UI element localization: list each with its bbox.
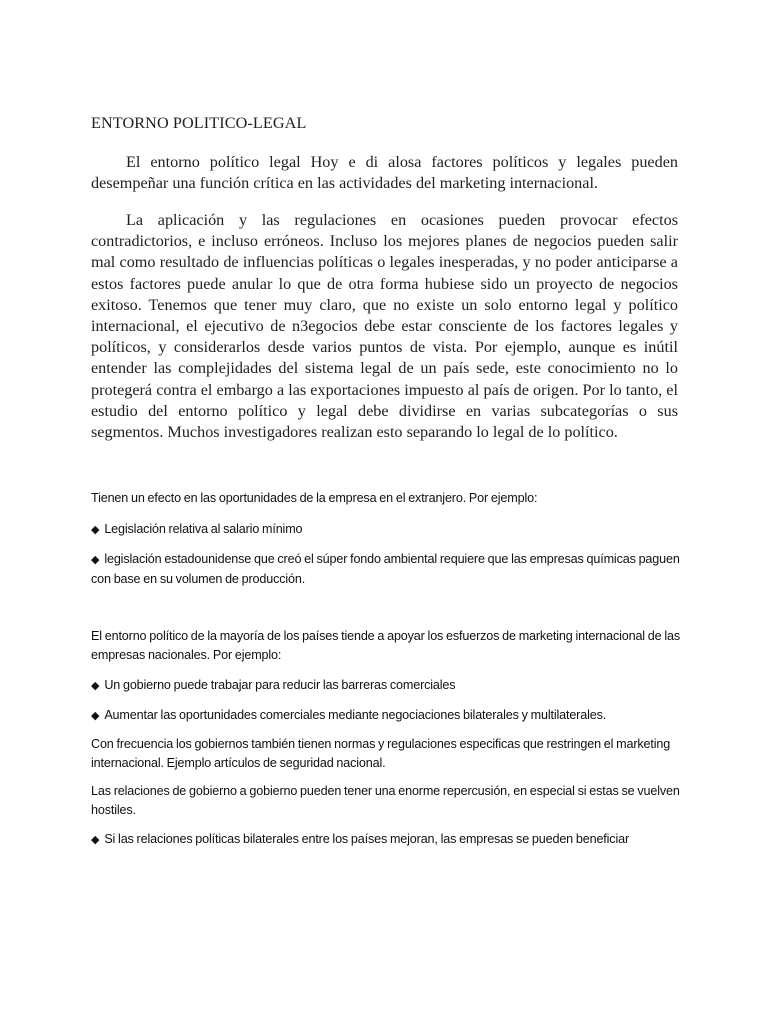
section-1-bullet-1 [91, 520, 681, 540]
bullet-diamond-icon: ◆ [91, 554, 100, 566]
section-2-intro: El entorno político de la mayoría de los países tiende a apoyar los esfuerzos de marketing internacional de las empresas nacionales. Por ejemplo: [91, 629, 681, 662]
bullet-diamond-icon: ◆ [91, 524, 100, 536]
section-2-bullet-1 [91, 676, 681, 696]
bullet-text: Legislación relativa al salario mínimo [104, 522, 303, 536]
section-2-paragraph-1: Con frecuencia los gobiernos también tienen normas y regulaciones especificas que restringen el marketing internacional. Ejemplo artículos de seguridad nacional. [91, 737, 671, 770]
bullet-text: Si las relaciones políticas bilaterales entre los países mejoran, las empresas se pueden beneficiar [104, 832, 629, 846]
bullet-diamond-icon: ◆ [91, 680, 100, 692]
bullet-diamond-icon: ◆ [91, 834, 100, 846]
section-1-intro: Tienen un efecto en las oportunidades de la empresa en el extranjero. Por ejemplo: [91, 491, 538, 505]
section-2-paragraph-2: Las relaciones de gobierno a gobierno pueden tener una enorme repercusión, en especial si estas se vuelven hostiles. [91, 784, 680, 817]
section-2-bullet-2 [91, 706, 681, 726]
bullet-diamond-icon: ◆ [91, 710, 100, 722]
bullet-text: Un gobierno puede trabajar para reducir las barreras comerciales [104, 678, 456, 692]
bullet-text: Aumentar las oportunidades comerciales mediante negociaciones bilaterales y multilaterales. [104, 708, 607, 722]
paragraph-regulations [91, 210, 678, 443]
paragraph-1-text: El entorno político legal Hoy e di alosa factores políticos y legales pueden desempeñar una función crítica en las actividades del marketing internacional. [91, 153, 678, 193]
document-title: ENTORNO POLITICO-LEGAL [91, 114, 307, 132]
section-2-bullet-3 [91, 830, 681, 850]
section-1-bullet-2 [91, 550, 681, 589]
bullet-text: legislación estadounidense que creó el súper fondo ambiental requiere que las empresas químicas paguen con base en su volumen de producción. [91, 552, 680, 586]
paragraph-intro [91, 152, 678, 194]
paragraph-2-text: La aplicación y las regulaciones en ocasiones pueden provocar efectos contradictorios, e incluso erróneos. Incluso los mejores planes de negocios pueden salir mal como resultado de influencias políticas o legales inesperadas, y no poder anticiparse a estos factores puede anular lo que de otra forma hubiese sido un proyecto de negocios exitoso. Tenemos que tener muy claro, que no existe un solo entorno legal y político internacional, el ejecutivo de n3egocios debe estar consciente de los factores legales y políticos, y considerarlos desde varios puntos de vista. Por ejemplo, aunque es inútil entender las complejidades del sistema legal de un país sede, este conocimiento no lo protegerá contra el embargo a las exportaciones impuesto al país de origen. Por lo tanto, el estudio del entorno político y legal debe dividirse en varias subcategorías o sus segmentos. Muchos investigadores realizan esto separando lo legal de lo político. [91, 211, 678, 442]
